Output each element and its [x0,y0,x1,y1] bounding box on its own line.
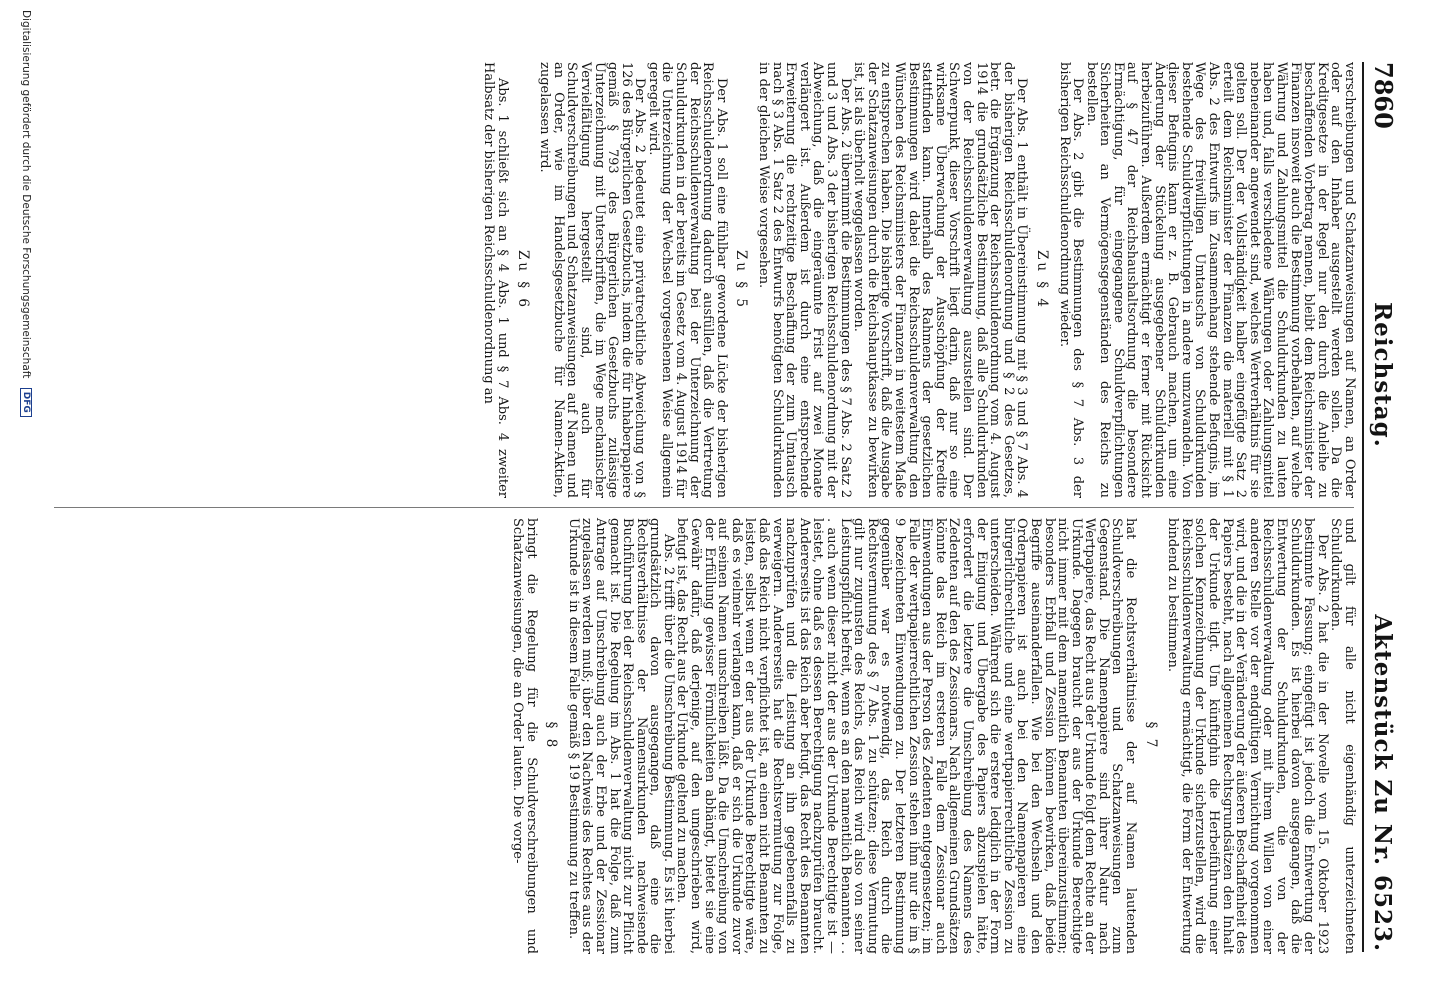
paragraph: Der Abs. 2 bedeutet eine privatrechtliche Abweichung von § 126 des Bürgerlichen Gesetzbuchs, indem die für Inhaberpapiere gemäß § 793 des Bürgerlichen Gesetzbuchs zulässige Unterzeichnung mit Unterschriften, die im Wege mechanischer Vervielfältigung hergestellt sind, auch für Schuldverschreibungen und Schatzanweisungen auf Namen und an Order, wie im Handelsgesetzbuche für Namen-Aktien, zugelassen wird. [537,62,648,498]
section-heading: § 8 [543,721,560,751]
section-heading: Zu § 6 [514,250,531,310]
column-divider [54,507,1354,508]
section-heading: Zu § 4 [1033,250,1050,310]
paragraph: bringt die Regelung für die Schuldverschreibungen und Schatzanweisungen, die an Order lauten. Die vorge- [509,518,539,954]
paragraph: hat die Rechtsverhältnisse der auf Namen lautenden Schuldverschreibungen und Schatzanweisungen zum Gegenstand. Die Namenpapiere sind ihrer Natur nach Wertpapiere, das Recht aus der Urkunde folgt dem Rechte an der Urkunde. Dagegen braucht der aus der Urkunde Berechtigte nicht immer mit dem namentlich Benannten übereinzustimmen; besonders Erbfall und Zession können bewirken, daß beide Begriffe auseinanderfallen. Wie bei den Wechseln und den Orderpapieren ist auch bei den Namenpapieren eine bürgerlichrechtliche und eine wertpapierrechtliche Zession zu unterscheiden. Während sich die erstere lediglich in der Form der Einigung und Übergabe des Papiers abzuspielen hätte, erfordert die letztere die Umschreibung des Namens des Zedenten auf den des Zessionars. Nach allgemeinen Grundsätzen könnte das Reich im ersteren Falle dem Zessionar auch Einwendungen aus der Person des Zedenten entgegensetzen; im Falle der wertpapierrechtlichen Zession stehen ihm nur die im § 9 bezeichneten Einwendungen zu. Der letzteren Bestimmung gegenüber war es notwendig, das Reich durch die Rechtsvermutung des § 7 Abs. 1 zu schützen; diese Vermutung gilt nur zugunsten des Reichs, das Reich wird also von seiner Leistungspflicht befreit, wenn es an den namentlich Benannten . . . auch wenn dieser nicht der aus der Urkunde Berechtigte ist — leistet, ohne daß es dessen Berechtigung nachzuprüfen braucht. Andererseits ist das Reich aber befugt, das Recht des Benannten nachzuprüfen und die Leistung an ihn gegebenenfalls zu verweigern. Andererseits hat die Rechtsvermutung zur Folge, daß das Reich nicht verpflichtet ist, an einen nicht Benannten zu leisten, selbst wenn er der aus der Urkunde Berechtigte wäre, daß es vielmehr verlangen kann, daß er sich die Urkunde zuvor auf seinen Namen umschreiben läßt. Da die Umschreibung von der Erfüllung gewisser Förmlichkeiten abhängt, bietet sie eine Gewähr dafür, daß derjenige, auf den umgeschrieben wird, befugt ist, das Recht aus der Urkunde geltend zu machen. [674,518,1139,954]
right-column [510,518,1356,954]
section-heading: Zu § 5 [733,250,750,310]
paragraph: Der Abs. 2 übernimmt die Bestimmungen des § 7 Abs. 2 Satz 2 und 3 und Abs. 3 der bisherigen Reichsschuldenordnung mit der Abweichung, daß die eingeräumte Frist auf zwei Monate verlängert ist. Außerdem ist durch eine entsprechende Erweiterung die rechtzeitige Beschaffung der zum Umtausch nach § 3 Abs. 1 Satz 2 des Entwurfs benötigten Schuldurkunden in der gleichen Weise vorgesehen. [756,62,853,498]
paragraph: Der Abs. 1 enthält in Übereinstimmung mit § 3 und § 7 Abs. 4 der bisherigen Reichsschuldenordnung und § 2 des Gesetzes, betr. die Ergänzung der Reichsschuldenordnung vom 4. August 1914 die grundsätzliche Bestimmung, daß alle Schuldurkunden von der Reichsschuldenverwaltung auszustellen sind. Der Schwerpunkt dieser Vorschrift liegt darin, daß nur so eine wirksame Überwachung der Ausschöpfung der Kredite stattfinden kann. Innerhalb des Rahmens der gesetzlichen Bestimmungen wird dabei die Reichsschuldenverwaltung den Wünschen des Reichsministers der Finanzen in weitestem Maße zu entsprechen haben. Die bisherige Vorschrift, daß die Ausgabe der Schatzanweisungen durch die Reichshauptkasse zu bewirken ist, ist als überholt weggelassen worden. [851,62,1030,498]
left-column [482,62,1356,498]
digitization-text: Digitalisierung gefördert durch die Deutsche Forschungsgemeinschaft [20,10,32,379]
digitization-note [20,10,32,990]
paragraph: Der Abs. 1 soll eine fühlbar gewordene Lücke der bisherigen Reichsschuldenordnung dadurch ausfüllen, daß die Vertretung der Reichsschuldenverwaltung bei der Unterzeichnung der Schuldurkunden in der bereits im Gesetz vom 4. August 1914 für die Unterzeichnung der Wechsel vorgesehenen Weise allgemein geregelt wird. [645,62,729,498]
paragraph: und gilt für alle nicht eigenhändig unterzeichneten Schuldurkunden. [1328,518,1357,954]
page-number: 7860 [1369,62,1398,129]
header-title: Reichstag. [1369,302,1396,448]
header-reference: Aktenstück Zu Nr. 6523. [1369,614,1396,952]
section-heading: § 7 [1142,721,1159,751]
paragraph: verschreibungen und Schatzanweisungen auf Namen, an Order oder auf den Inhaber ausgestellt werden sollen. Da die Kreditgesetze in der Regel nur den durch die Anleihe zu beschaffenden Vorbetrag nennen, bleibt dem Reichsminister der Finanzen insoweit auch die Bestimmung vorbehalten, auf welche Währung und Zahlungsmittel die Schuldurkunden zu lauten haben und, falls verschiedene Währungen oder Zahlungsmittel nebeneinander angewendet sind, welches Wertverhältnis für sie gelten soll. Der der Vollständigkeit halber eingefügte Satz 2 erteilt dem Reichsminister der Finanzen die materiell mit § 1 Abs. 2 des Entwurfs im Zusammenhang stehende Befugnis, im Wege des freiwilligen Umtauschs von Schuldurkunden bestehende Schuldverpflichtungen in andere umzuwandeln. Von dieser Befugnis kann er z. B. Gebrauch machen, um eine Änderung der Stückelung ausgegebener Schuldurkunden herbeizuführen. Außerdem ermächtigt er ferner mit Rücksicht auf § 47 der Reichshaushaltsordnung die besondere Ermächtigung, für eingegangene Schuldverpflichtungen Sicherheiten an Vermögensgegenständen des Reichs zu bestellen. [1083,62,1357,498]
paragraph: Der Abs. 2 hat die in der Novelle vom 15. Oktober 1923 bestimmte Fassung; eingefügt ist jedoch die Entwertung der Schuldurkunden. Es ist hierbei davon ausgegangen, daß die Entwertung der Schuldurkunden, die von der Reichsschuldenverwaltung oder mit ihrem Willen von einer anderen Stelle vor der endgültigen Vernichtung vorgenommen wird, und die in der Veränderung der äußeren Beschaffenheit des Papiers besteht, nach allgemeinen Rechtsgrundsätzen den Inhalt der Urkunde tilgt. Um künftighin die Herbeiführung einer solchen Kennzeichnung der Urkunde sicherzustellen, wird die Reichsschuldenverwaltung ermächtigt, die Form der Entwertung bindend zu bestimmen. [1165,518,1330,954]
dfg-logo-icon: DFG [20,388,32,417]
page-header [1362,62,1404,952]
paragraph: Der Abs. 2 gibt die Bestimmungen des § 7 Abs. 3 der bisherigen Reichsschuldenordnung wieder. [1056,62,1086,498]
paragraph: Abs. 1 schließt sich an § 4 Abs. 1 und § 7 Abs. 4 zweiter Halbsatz der bisherigen Reichsschuldenordnung an [481,62,510,498]
paragraph: Abs. 2 trifft über die Umschreibung Bestimmung. Es ist hierbei grundsätzlich davon ausgegangen, daß eine die Rechtsverhältnisse der Namensurkunden nachweisende Buchführung bei der Reichsschuldenverwaltung nicht zur Pflicht gemacht ist. Die Regelung im Abs. 1 hat die Folge, daß zum Antrage auf Umschreibung auch der Erbe und der Zessionar zugelassen werden muß; über den Nachweis des Rechtes aus der Urkunde ist in diesem Falle gemäß § 19 Bestimmung zu treffen. [565,518,676,954]
